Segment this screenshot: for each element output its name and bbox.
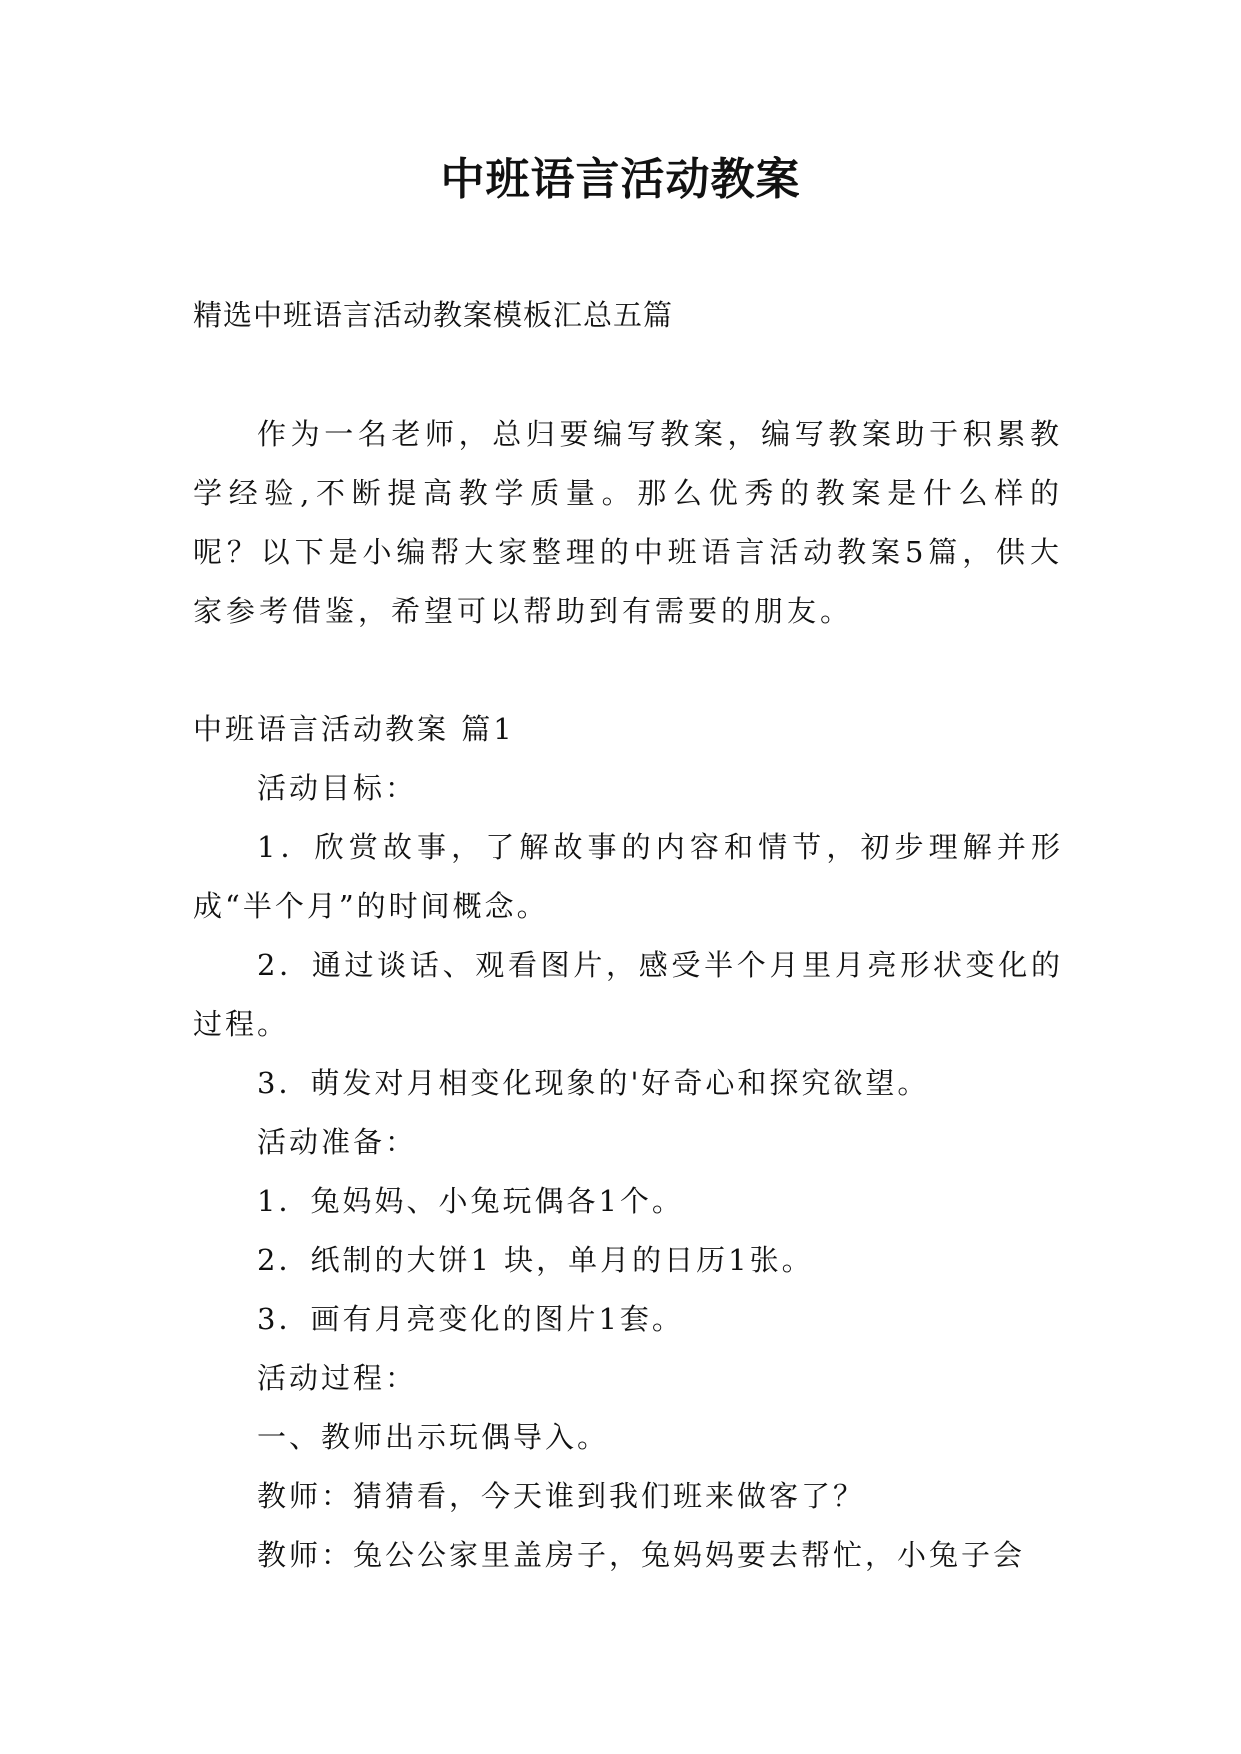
section-heading: 中班语言活动教案 篇1 bbox=[193, 712, 515, 746]
dialog-line-1: 教师：猜猜看，今天谁到我们班来做客了？ bbox=[257, 1479, 866, 1513]
section-1 bbox=[193, 700, 1063, 1585]
prep-item-3: 3．画有月亮变化的图片1套。 bbox=[257, 1302, 684, 1336]
goal-item-3: 3．萌发对月相变化现象的'好奇心和探究欲望。 bbox=[257, 1066, 930, 1100]
goal-item-2: 2．通过谈话、观看图片，感受半个月里月亮形状变化的过程。 bbox=[193, 948, 1063, 1041]
prep-label: 活动准备： bbox=[257, 1125, 418, 1159]
prep-item-2: 2．纸制的大饼1 块，单月的日历1张。 bbox=[257, 1243, 814, 1277]
dialog-line-2: 教师：兔公公家里盖房子，兔妈妈要去帮忙，小兔子会 bbox=[257, 1538, 1026, 1572]
document-subtitle: 精选中班语言活动教案模板汇总五篇 bbox=[193, 298, 674, 332]
process-step-1: 一、教师出示玩偶导入。 bbox=[257, 1420, 610, 1454]
prep-item-1: 1．兔妈妈、小兔玩偶各1个。 bbox=[257, 1184, 684, 1218]
intro-paragraph: 作为一名老师，总归要编写教案，编写教案助于积累教学经验,不断提高教学质量。那么优秀的教案是什么样的呢？以下是小编帮大家整理的中班语言活动教案5篇，供大家参考借鉴，希望可以帮助到有需要的朋友。 bbox=[193, 417, 1063, 628]
goal-item-1: 1．欣赏故事，了解故事的内容和情节，初步理解并形成“半个月”的时间概念。 bbox=[193, 830, 1063, 923]
goals-label: 活动目标： bbox=[257, 771, 418, 805]
process-label: 活动过程： bbox=[257, 1361, 418, 1395]
document-title: 中班语言活动教案 bbox=[440, 154, 801, 205]
